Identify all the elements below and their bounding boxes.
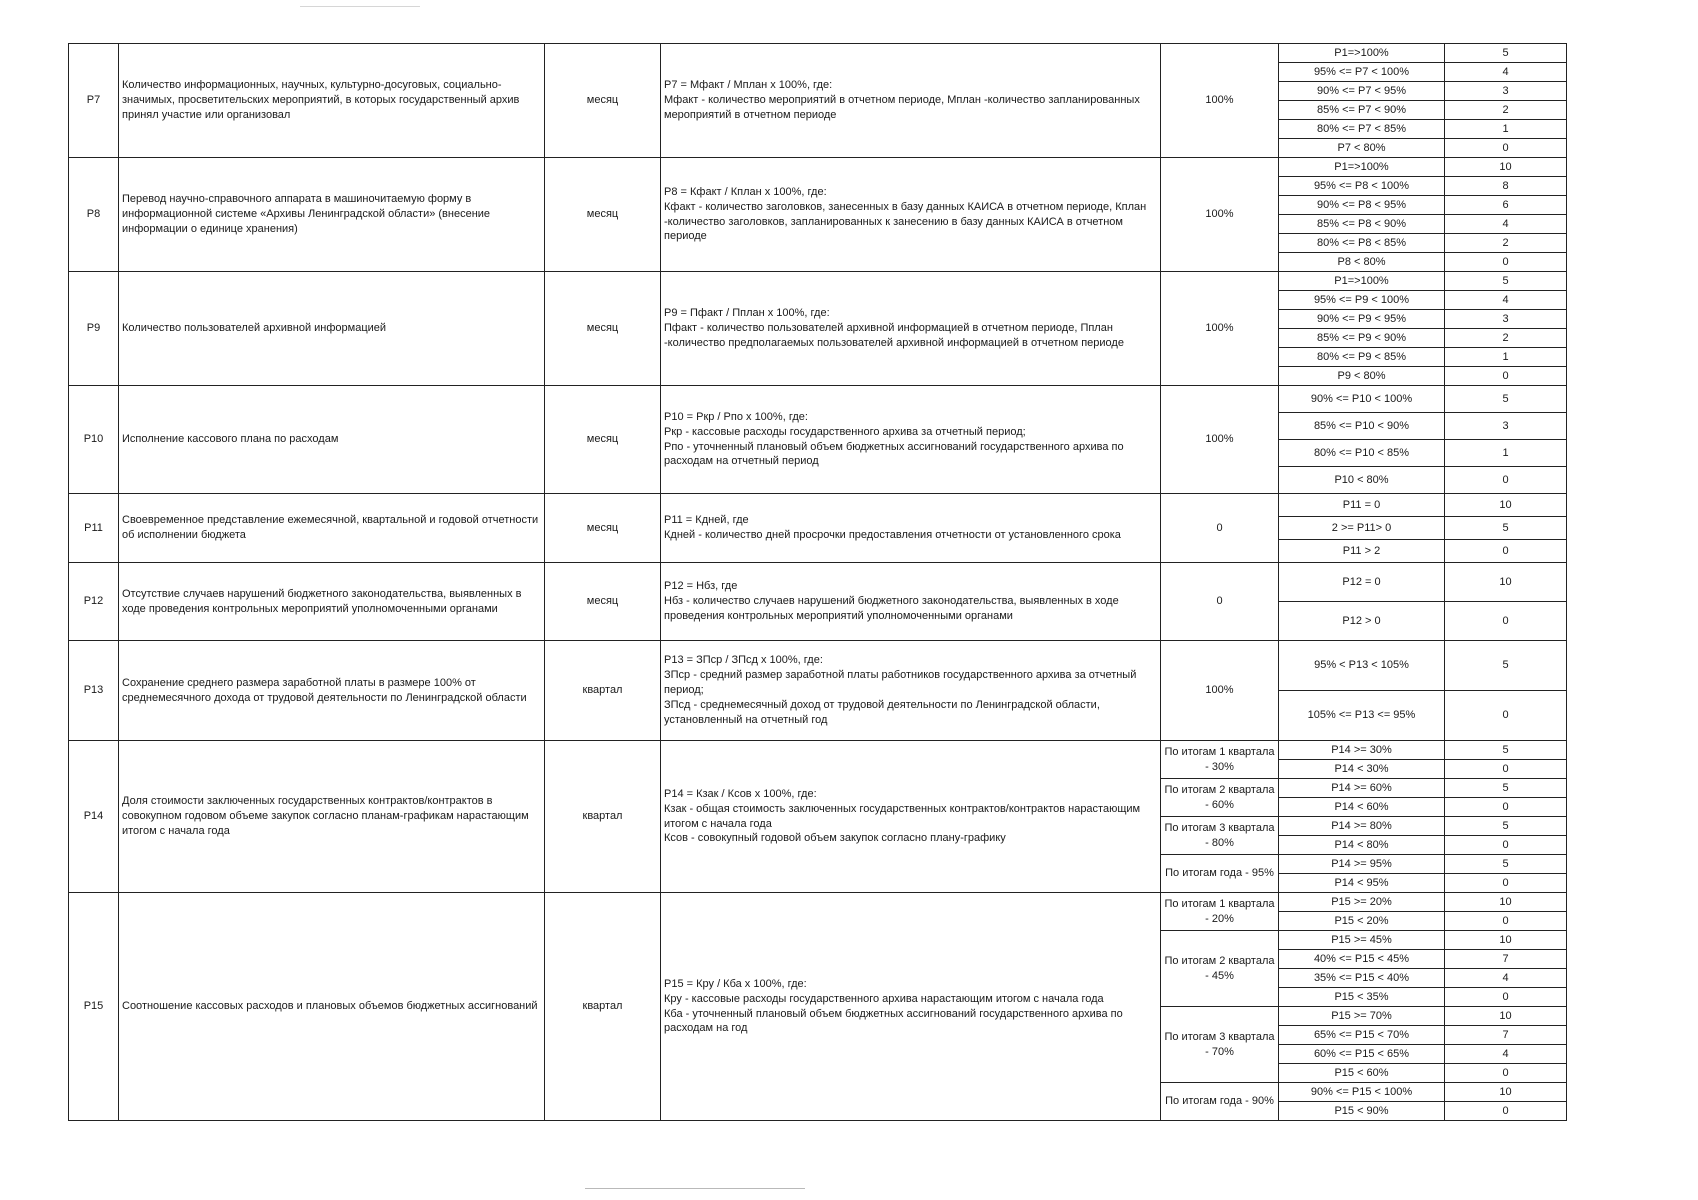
indicator-period: квартал	[545, 741, 661, 893]
condition-cell: 35% <= Р15 < 40%	[1279, 969, 1445, 988]
indicator-name: Отсутствие случаев нарушений бюджетного законодательства, выявленных в ходе проведения контрольных мероприятий уполномоченными органами	[119, 563, 545, 641]
score-cell: 0	[1445, 253, 1567, 272]
condition-cell: Р14 >= 80%	[1279, 817, 1445, 836]
score-cell: 5	[1445, 44, 1567, 63]
condition-cell: Р14 < 95%	[1279, 874, 1445, 893]
table-row	[69, 494, 1567, 517]
score-cell: 10	[1445, 494, 1567, 517]
formula-line: ЗПсд - среднемесячный доход от трудовой деятельности по Ленинградской области, установленный на отчетный год	[664, 698, 1100, 726]
score-cell: 10	[1445, 1007, 1567, 1026]
score-cell: 5	[1445, 817, 1567, 836]
condition-cell: 85% <= Р10 < 90%	[1279, 413, 1445, 440]
score-cell: 4	[1445, 291, 1567, 310]
score-cell: 5	[1445, 855, 1567, 874]
condition-cell: 90% <= Р7 < 95%	[1279, 82, 1445, 101]
formula-line: Кба - уточненный плановый объем бюджетных ассигнований государственного архива по расходам на год	[664, 1007, 1123, 1035]
score-cell: 0	[1445, 798, 1567, 817]
score-cell: 7	[1445, 950, 1567, 969]
indicator-name: Доля стоимости заключенных государственных контрактов/контрактов в совокупном годовом объеме закупок согласно планам-графикам нарастающим итогом с начала года	[119, 741, 545, 893]
group-target: По итогам года - 90%	[1161, 1083, 1279, 1121]
condition-cell: 40% <= Р15 < 45%	[1279, 950, 1445, 969]
indicator-code: Р14	[69, 741, 119, 893]
score-cell: 0	[1445, 467, 1567, 494]
score-cell: 3	[1445, 413, 1567, 440]
indicator-period: месяц	[545, 158, 661, 272]
formula-line: Мфакт - количество мероприятий в отчетном периоде, Мплан -количество запланированных мероприятий в отчетном периоде	[664, 94, 1140, 121]
indicator-period: квартал	[545, 893, 661, 1121]
formula-line: Р10 = Ркр / Рпо х 100%, где:	[664, 410, 808, 423]
score-cell: 4	[1445, 215, 1567, 234]
condition-cell: 85% <= Р9 < 90%	[1279, 329, 1445, 348]
formula-line: Рпо - уточненный плановый объем бюджетных ассигнований государственного архива по расходам на отчетный период	[664, 440, 1124, 468]
condition-cell: 60% <= Р15 < 65%	[1279, 1045, 1445, 1064]
score-cell: 1	[1445, 440, 1567, 467]
condition-cell: 80% <= Р9 < 85%	[1279, 348, 1445, 367]
formula-line: Р9 = Пфакт / Пплан х 100%, где:	[664, 307, 830, 320]
score-cell: 5	[1445, 272, 1567, 291]
indicator-target: 100%	[1161, 272, 1279, 386]
indicator-code: Р12	[69, 563, 119, 641]
condition-cell: Р9 < 80%	[1279, 367, 1445, 386]
score-cell: 3	[1445, 82, 1567, 101]
score-cell: 0	[1445, 540, 1567, 563]
condition-cell: Р15 >= 45%	[1279, 931, 1445, 950]
indicator-period: месяц	[545, 44, 661, 158]
condition-cell: 80% <= Р10 < 85%	[1279, 440, 1445, 467]
scan-mark	[585, 1188, 805, 1189]
condition-cell: Р14 >= 30%	[1279, 741, 1445, 760]
condition-cell: Р15 >= 70%	[1279, 1007, 1445, 1026]
condition-cell: 2 >= Р11> 0	[1279, 517, 1445, 540]
indicator-target: 100%	[1161, 158, 1279, 272]
condition-cell: 65% <= Р15 < 70%	[1279, 1026, 1445, 1045]
condition-cell: Р14 < 30%	[1279, 760, 1445, 779]
score-cell: 5	[1445, 641, 1567, 691]
indicator-target: 0	[1161, 563, 1279, 641]
indicator-code: Р15	[69, 893, 119, 1121]
group-target: По итогам 3 квартала - 70%	[1161, 1007, 1279, 1083]
score-cell: 2	[1445, 234, 1567, 253]
indicator-name: Исполнение кассового плана по расходам	[119, 386, 545, 494]
indicator-name: Соотношение кассовых расходов и плановых объемов бюджетных ассигнований	[119, 893, 545, 1121]
score-cell: 0	[1445, 836, 1567, 855]
group-target: По итогам года - 95%	[1161, 855, 1279, 893]
score-cell: 8	[1445, 177, 1567, 196]
indicator-formula	[661, 158, 1161, 272]
indicator-name: Количество информационных, научных, культурно-досуговых, социально-значимых, просветительских мероприятий, в которых государственный архив принял участие или организовал	[119, 44, 545, 158]
score-cell: 4	[1445, 1045, 1567, 1064]
score-cell: 0	[1445, 691, 1567, 741]
condition-cell: Р12 > 0	[1279, 602, 1445, 641]
indicator-name: Своевременное представление ежемесячной, квартальной и годовой отчетности об исполнении бюджета	[119, 494, 545, 563]
formula-line: Р12 = Нбз, где	[664, 580, 738, 593]
indicator-formula	[661, 741, 1161, 893]
score-cell: 10	[1445, 1083, 1567, 1102]
group-target: По итогам 2 квартала - 45%	[1161, 931, 1279, 1007]
table-row	[69, 893, 1567, 912]
formula-line: Кру - кассовые расходы государственного архива нарастающим итогом с начала года	[664, 992, 1104, 1005]
condition-cell: Р12 = 0	[1279, 563, 1445, 602]
score-cell: 1	[1445, 348, 1567, 367]
condition-cell: Р1=>100%	[1279, 272, 1445, 291]
score-cell: 2	[1445, 329, 1567, 348]
indicator-formula	[661, 494, 1161, 563]
indicator-target: 100%	[1161, 641, 1279, 741]
score-cell: 10	[1445, 893, 1567, 912]
indicator-formula	[661, 386, 1161, 494]
condition-cell: 90% <= Р9 < 95%	[1279, 310, 1445, 329]
score-cell: 0	[1445, 874, 1567, 893]
score-cell: 0	[1445, 760, 1567, 779]
indicator-code: Р10	[69, 386, 119, 494]
condition-cell: Р1=>100%	[1279, 44, 1445, 63]
indicator-period: месяц	[545, 272, 661, 386]
condition-cell: 85% <= Р7 < 90%	[1279, 101, 1445, 120]
formula-line: Р13 = ЗПср / ЗПсд х 100%, где:	[664, 654, 823, 667]
formula-line: Р11 = Кдней, где	[664, 514, 749, 527]
indicator-formula	[661, 641, 1161, 741]
group-target: По итогам 3 квартала - 80%	[1161, 817, 1279, 855]
score-cell: 5	[1445, 517, 1567, 540]
condition-cell: Р11 > 2	[1279, 540, 1445, 563]
score-cell: 10	[1445, 158, 1567, 177]
condition-cell: 80% <= Р8 < 85%	[1279, 234, 1445, 253]
indicator-period: месяц	[545, 563, 661, 641]
formula-line: Кфакт - количество заголовков, занесенных в базу данных КАИСА в отчетном периоде, Кплан -количество заголовков, запланированных к занесению в базу данных КАИСА в отчетном периоде	[664, 200, 1147, 243]
indicator-formula	[661, 563, 1161, 641]
indicator-period: месяц	[545, 494, 661, 563]
condition-cell: 105% <= Р13 <= 95%	[1279, 691, 1445, 741]
condition-cell: Р10 < 80%	[1279, 467, 1445, 494]
formula-line: Р7 = Мфакт / Мплан х 100%, где:	[664, 79, 833, 92]
score-cell: 6	[1445, 196, 1567, 215]
condition-cell: Р7 < 80%	[1279, 139, 1445, 158]
indicator-code: Р7	[69, 44, 119, 158]
score-cell: 0	[1445, 602, 1567, 641]
indicator-name: Сохранение среднего размера заработной платы в размере 100% от среднемесячного дохода от трудовой деятельности по Ленинградской области	[119, 641, 545, 741]
condition-cell: 95% <= Р7 < 100%	[1279, 63, 1445, 82]
condition-cell: Р1=>100%	[1279, 158, 1445, 177]
formula-line: ЗПср - средний размер заработной платы работников государственного архива за отчетный период;	[664, 669, 1137, 697]
formula-line: Р14 = Кзак / Ксов х 100%, где:	[664, 787, 817, 800]
indicator-formula	[661, 44, 1161, 158]
condition-cell: 90% <= Р8 < 95%	[1279, 196, 1445, 215]
formula-line: Ксов - совокупный годовой объем закупок согласно плану-графику	[664, 832, 1006, 845]
score-cell: 2	[1445, 101, 1567, 120]
score-cell: 7	[1445, 1026, 1567, 1045]
score-cell: 10	[1445, 563, 1567, 602]
table-row	[69, 386, 1567, 413]
indicator-code: Р13	[69, 641, 119, 741]
formula-line: Пфакт - количество пользователей архивной информацией в отчетном периоде, Пплан -количество предполагаемых пользователей архивной информацией в отчетном периоде	[664, 322, 1124, 349]
indicator-name: Количество пользователей архивной информацией	[119, 272, 545, 386]
indicator-target: 100%	[1161, 386, 1279, 494]
condition-cell: Р15 < 35%	[1279, 988, 1445, 1007]
indicator-formula	[661, 272, 1161, 386]
condition-cell: Р11 = 0	[1279, 494, 1445, 517]
indicator-code: Р8	[69, 158, 119, 272]
formula-line: Нбз - количество случаев нарушений бюджетного законодательства, выявленных в ходе проведения контрольных мероприятий уполномоченными органами	[664, 595, 1119, 622]
condition-cell: Р15 < 60%	[1279, 1064, 1445, 1083]
indicator-code: Р11	[69, 494, 119, 563]
score-cell: 0	[1445, 1064, 1567, 1083]
condition-cell: 95% <= Р9 < 100%	[1279, 291, 1445, 310]
formula-line: Р8 = Кфакт / Кплан х 100%, где:	[664, 185, 827, 198]
condition-cell: Р15 < 90%	[1279, 1102, 1445, 1121]
score-cell: 0	[1445, 1102, 1567, 1121]
table-row	[69, 741, 1567, 760]
score-cell: 5	[1445, 779, 1567, 798]
score-cell: 5	[1445, 741, 1567, 760]
score-cell: 5	[1445, 386, 1567, 413]
table-row	[69, 44, 1567, 63]
table-row	[69, 158, 1567, 177]
condition-cell: 85% <= Р8 < 90%	[1279, 215, 1445, 234]
condition-cell: 90% <= Р15 < 100%	[1279, 1083, 1445, 1102]
condition-cell: Р14 < 80%	[1279, 836, 1445, 855]
formula-line: Кзак - общая стоимость заключенных государственных контрактов/контрактов нарастающим итогом с начала года	[664, 802, 1141, 830]
condition-cell: 95% <= Р8 < 100%	[1279, 177, 1445, 196]
indicators-table	[68, 43, 1567, 1121]
formula-line: Кдней - количество дней просрочки предоставления отчетности от установленного срока	[664, 529, 1121, 541]
table-row	[69, 272, 1567, 291]
indicator-target: 100%	[1161, 44, 1279, 158]
condition-cell: 80% <= Р7 < 85%	[1279, 120, 1445, 139]
formula-line: Ркр - кассовые расходы государственного архива за отчетный период;	[664, 425, 1026, 438]
condition-cell: Р8 < 80%	[1279, 253, 1445, 272]
indicator-name: Перевод научно-справочного аппарата в машиночитаемую форму в информационной системе «Архивы Ленинградской области» (внесение информации о единице хранения)	[119, 158, 545, 272]
score-cell: 0	[1445, 367, 1567, 386]
indicator-formula	[661, 893, 1161, 1121]
formula-line: Р15 = Кру / Кба х 100%, где:	[664, 977, 807, 990]
group-target: По итогам 2 квартала - 60%	[1161, 779, 1279, 817]
score-cell: 4	[1445, 969, 1567, 988]
indicator-period: месяц	[545, 386, 661, 494]
score-cell: 0	[1445, 139, 1567, 158]
condition-cell: Р14 < 60%	[1279, 798, 1445, 817]
score-cell: 10	[1445, 931, 1567, 950]
condition-cell: Р15 >= 20%	[1279, 893, 1445, 912]
scan-mark	[300, 6, 420, 7]
group-target: По итогам 1 квартала - 20%	[1161, 893, 1279, 931]
condition-cell: 95% < Р13 < 105%	[1279, 641, 1445, 691]
score-cell: 0	[1445, 988, 1567, 1007]
indicator-code: Р9	[69, 272, 119, 386]
score-cell: 1	[1445, 120, 1567, 139]
condition-cell: Р15 < 20%	[1279, 912, 1445, 931]
score-cell: 4	[1445, 63, 1567, 82]
score-cell: 3	[1445, 310, 1567, 329]
condition-cell: 90% <= Р10 < 100%	[1279, 386, 1445, 413]
indicator-period: квартал	[545, 641, 661, 741]
score-cell: 0	[1445, 912, 1567, 931]
condition-cell: Р14 >= 60%	[1279, 779, 1445, 798]
group-target: По итогам 1 квартала - 30%	[1161, 741, 1279, 779]
condition-cell: Р14 >= 95%	[1279, 855, 1445, 874]
table-row	[69, 641, 1567, 691]
table-row	[69, 563, 1567, 602]
indicator-target: 0	[1161, 494, 1279, 563]
